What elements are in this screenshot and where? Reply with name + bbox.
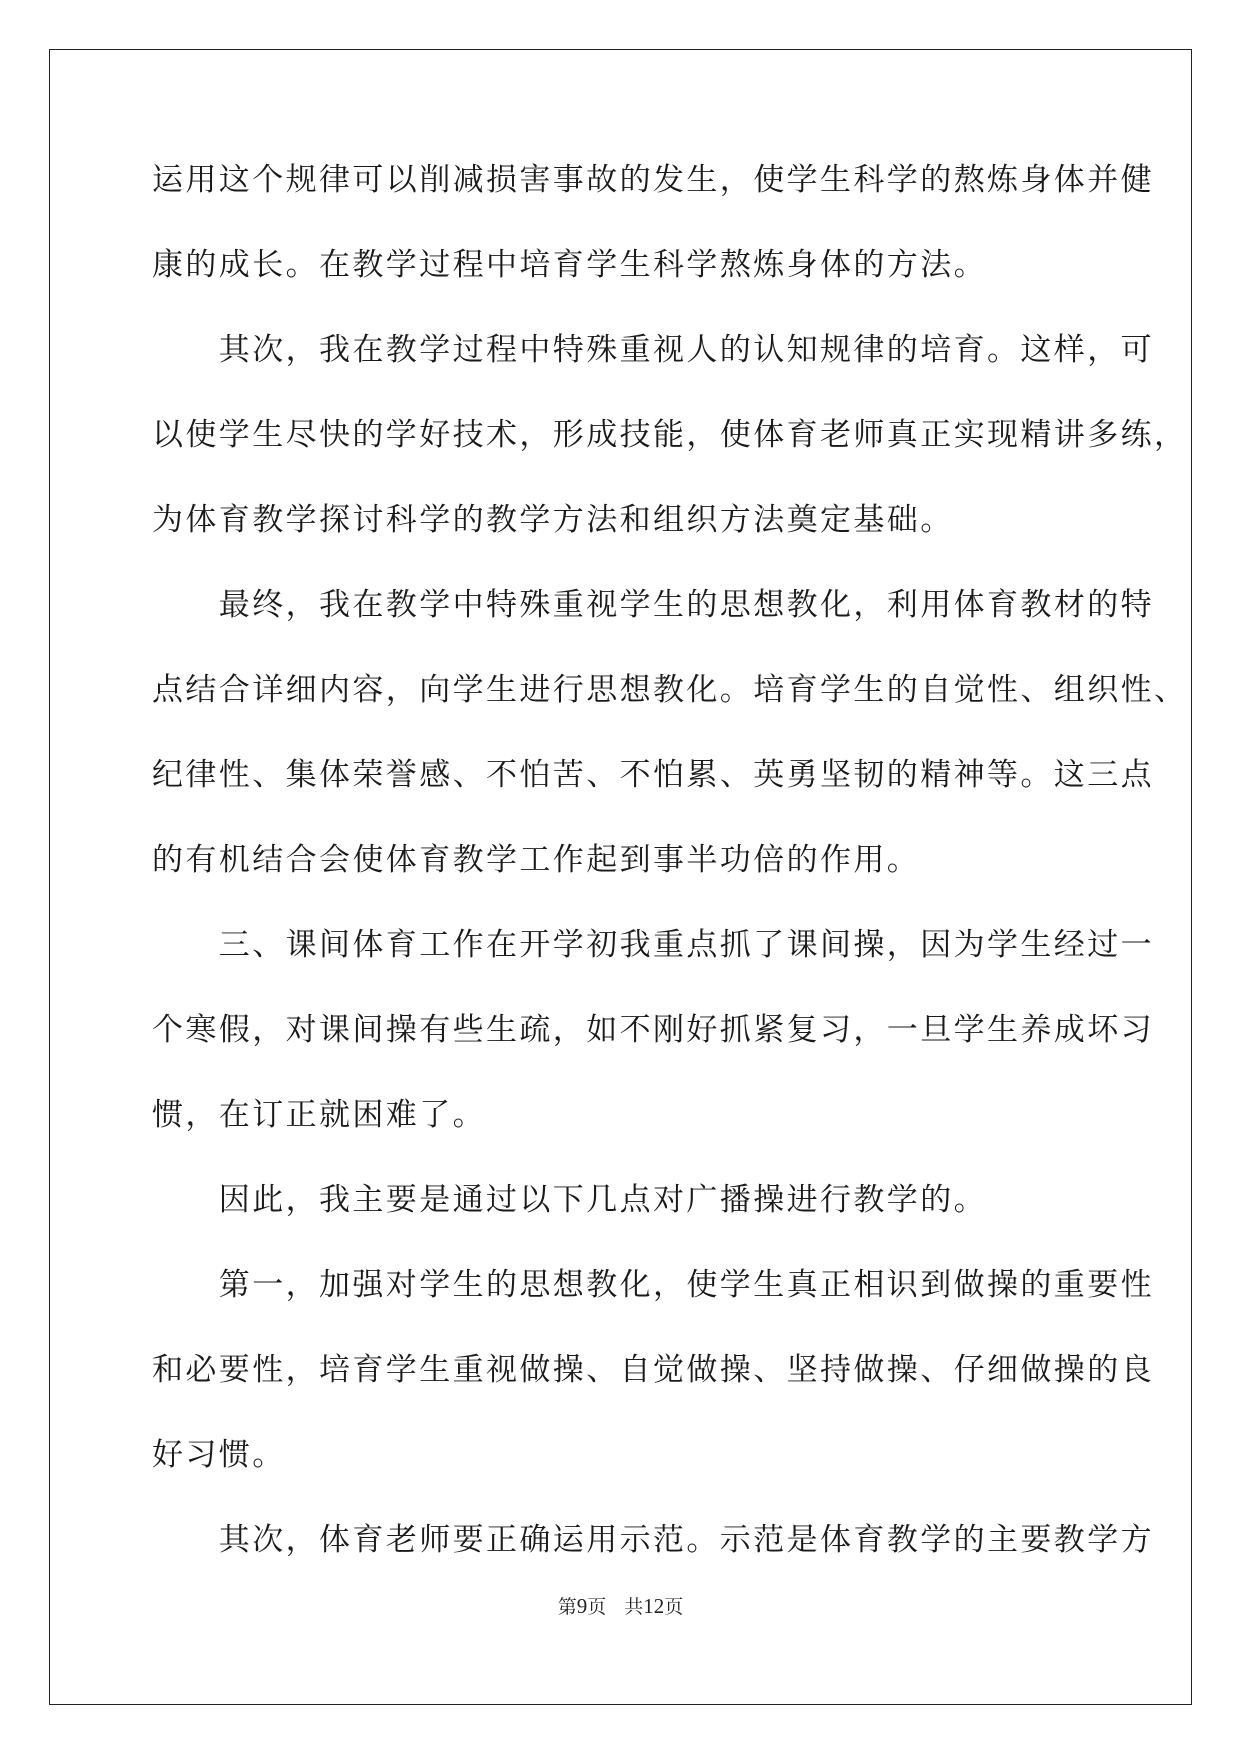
text-line: 纪律性、集体荣誉感、不怕苦、不怕累、英勇坚韧的精神等。这三点 <box>152 757 1154 793</box>
text-line: 和必要性，培育学生重视做操、自觉做操、坚持做操、仔细做操的良 <box>152 1352 1154 1388</box>
current-page-number: 9 <box>576 1594 588 1618</box>
text-line: 惯，在订正就困难了。 <box>152 1097 486 1133</box>
text-line: 三、课间体育工作在开学初我重点抓了课间操，因为学生经过一 <box>152 927 1154 963</box>
text-line: 为体育教学探讨科学的教学方法和组织方法奠定基础。 <box>152 502 954 538</box>
page-suffix: 页 <box>587 1596 607 1618</box>
text-line: 最终，我在教学中特殊重视学生的思想教化，利用体育教材的特 <box>152 587 1154 623</box>
text-line: 个寒假，对课间操有些生疏，如不刚好抓紧复习，一旦学生养成坏习 <box>152 1012 1154 1048</box>
total-suffix: 页 <box>664 1596 684 1618</box>
page-prefix: 第 <box>557 1596 577 1618</box>
text-line: 的有机结合会使体育教学工作起到事半功倍的作用。 <box>152 842 921 878</box>
text-line: 以使学生尽快的学好技术，形成技能，使体育老师真正实现精讲多练， <box>152 417 1188 453</box>
text-line: 运用这个规律可以削减损害事故的发生，使学生科学的熬炼身体并健 <box>152 162 1154 198</box>
total-page-count: 12 <box>643 1594 665 1618</box>
text-line: 点结合详细内容，向学生进行思想教化。培育学生的自觉性、组织性、 <box>152 672 1188 708</box>
page-footer <box>0 1592 1241 1619</box>
total-prefix: 共 <box>624 1596 644 1618</box>
document-body <box>152 160 1188 1605</box>
text-line: 康的成长。在教学过程中培育学生科学熬炼身体的方法。 <box>152 247 987 283</box>
text-line: 好习惯。 <box>152 1437 286 1473</box>
text-line: 其次，体育老师要正确运用示范。示范是体育教学的主要教学方 <box>152 1522 1154 1558</box>
text-line: 其次，我在教学过程中特殊重视人的认知规律的培育。这样，可 <box>152 332 1154 368</box>
text-line: 第一，加强对学生的思想教化，使学生真正相识到做操的重要性 <box>152 1267 1154 1303</box>
text-line: 因此，我主要是通过以下几点对广播操进行教学的。 <box>152 1182 987 1218</box>
